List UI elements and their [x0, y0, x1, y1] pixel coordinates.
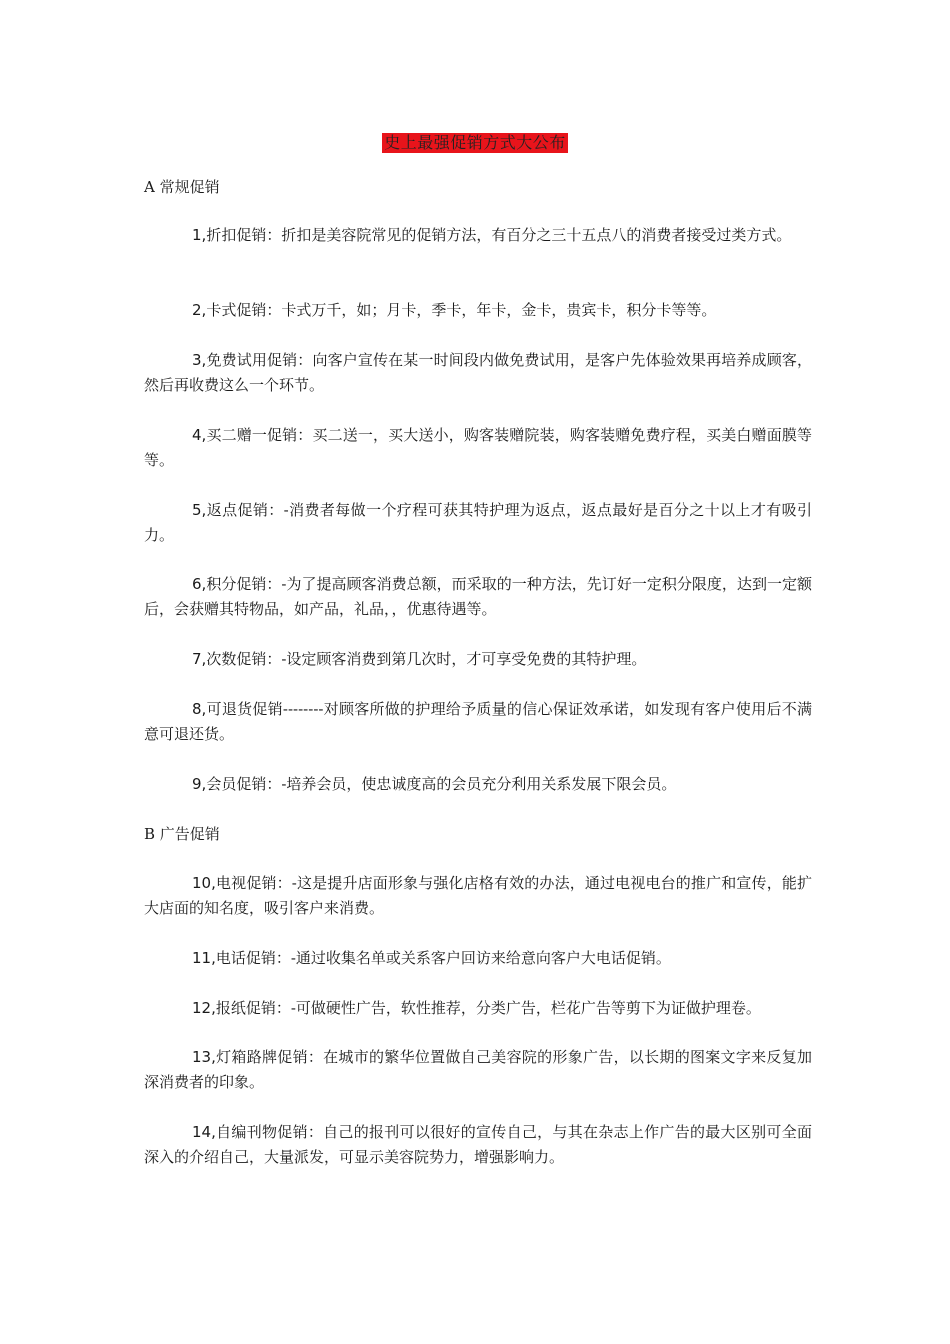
list-item	[144, 572, 812, 622]
item-text: 买二赠一促销：买二送一，买大送小，购客装赠院装，购客装赠免费疗程，买美白赠面膜等等。	[144, 426, 812, 469]
item-text: 会员促销：-培养会员，使忠诚度高的会员充分利用关系发展下限会员。	[206, 775, 677, 793]
list-item	[144, 1120, 812, 1170]
item-text: 积分促销：-为了提高顾客消费总额，而采取的一种方法，先订好一定积分限度，达到一定额后，会获赠其特物品，如产品，礼品，，优惠待遇等。	[144, 575, 812, 618]
item-text: 可退货促销--------对顾客所做的护理给予质量的信心保证效承诺，如发现有客户使用后不满意可退还货。	[144, 700, 812, 743]
list-item	[144, 946, 812, 971]
item-text: 自编刊物促销：自己的报刊可以很好的宣传自己，与其在杂志上作广告的最大区别可全面深入的介绍自己，大量派发，可显示美容院势力，增强影响力。	[144, 1123, 812, 1166]
item-text: 电话促销：-通过收集名单或关系客户回访来给意向客户大电话促销。	[215, 949, 671, 967]
item-text: 灯箱路牌促销：在城市的繁华位置做自己美容院的形象广告，以长期的图案文字来反复加深消费者的印象。	[144, 1048, 812, 1091]
list-item	[144, 348, 812, 398]
item-text: 电视促销：-这是提升店面形象与强化店格有效的办法，通过电视电台的推广和宣传，能扩大店面的知名度，吸引客户来消费。	[144, 874, 812, 917]
list-item	[144, 647, 812, 672]
item-number: 13,	[192, 1048, 216, 1066]
list-item	[144, 772, 812, 797]
section-heading-b: B 广告促销	[144, 825, 220, 843]
item-number: 1,	[192, 226, 207, 244]
list-item	[144, 223, 812, 248]
list-item	[144, 298, 812, 323]
item-number: 3,	[192, 351, 207, 369]
item-number: 7,	[192, 650, 207, 668]
item-number: 5,	[192, 501, 207, 519]
title-container	[0, 133, 950, 153]
list-item	[144, 1045, 812, 1095]
item-text: 报纸促销：-可做硬性广告，软性推荐，分类广告，栏花广告等剪下为证做护理卷。	[215, 999, 761, 1017]
item-number: 2,	[192, 301, 207, 319]
item-text: 次数促销：-设定顾客消费到第几次时，才可享受免费的其特护理。	[206, 650, 647, 668]
item-text: 折扣促销：折扣是美容院常见的促销方法，有百分之三十五点八的消费者接受过类方式。	[206, 226, 792, 244]
page-title: 史上最强促销方式大公布	[384, 133, 566, 152]
item-number: 4,	[192, 426, 207, 444]
item-number: 14,	[192, 1123, 216, 1141]
item-number: 12,	[192, 999, 216, 1017]
item-text: 免费试用促销：向客户宣传在某一时间段内做免费试用，是客户先体验效果再培养成顾客，然后再收费这么一个环节。	[144, 351, 812, 394]
item-text: 卡式促销：卡式万千，如；月卡，季卡，年卡，金卡，贵宾卡，积分卡等等。	[206, 301, 717, 319]
item-number: 10,	[192, 874, 216, 892]
item-text: 返点促销：-消费者每做一个疗程可获其特护理为返点，返点最好是百分之十以上才有吸引力。	[144, 501, 812, 544]
list-item	[144, 996, 812, 1021]
item-number: 9,	[192, 775, 207, 793]
list-item	[144, 871, 812, 921]
list-item	[144, 498, 812, 548]
item-number: 6,	[192, 575, 207, 593]
list-item	[144, 697, 812, 747]
section-heading-a: A 常规促销	[144, 178, 220, 196]
list-item	[144, 423, 812, 473]
item-number: 8,	[192, 700, 207, 718]
item-number: 11,	[192, 949, 216, 967]
